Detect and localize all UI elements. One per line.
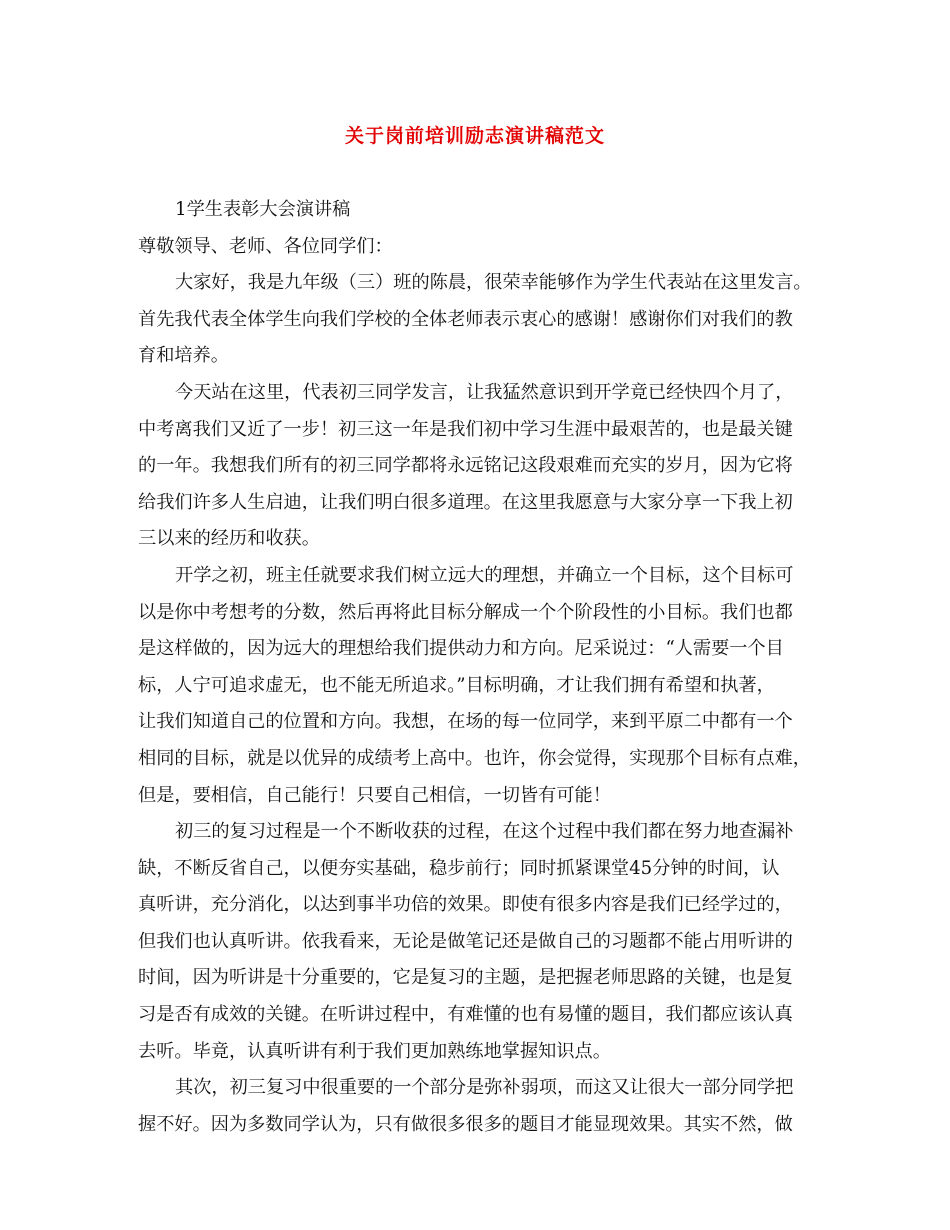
text-line: 但我们也认真听讲。依我看来，无论是做笔记还是做自己的习题都不能占用听讲的 — [138, 930, 793, 952]
text-line: 其次，初三复习中很重要的一个部分是弥补弱项，而这又让很大一部分同学把 — [175, 1077, 794, 1099]
text-line: 1学生表彰大会演讲稿 — [175, 199, 351, 220]
document-body — [138, 192, 818, 1143]
text-line: 去听。毕竟，认真听讲有利于我们更加熟练地掌握知识点。 — [138, 1040, 611, 1062]
text-line: 的一年。我想我们所有的初三同学都将永远铭记这段艰难而充实的岁月，因为它将 — [138, 455, 793, 477]
text-line: 缺，不断反省自己，以便夯实基础，稳步前行；同时抓紧课堂45分钟的时间，认 — [138, 857, 780, 879]
text-line: 初三的复习过程是一个不断收获的过程，在这个过程中我们都在努力地查漏补 — [175, 821, 794, 843]
text-line: 中考离我们又近了一步！初三这一年是我们初中学习生涯中最艰苦的，也是最关键 — [138, 418, 793, 440]
text-line: 给我们许多人生启迪，让我们明白很多道理。在这里我愿意与大家分享一下我上初 — [138, 491, 793, 513]
text-line: 真听讲，充分消化，以达到事半功倍的效果。即使有很多内容是我们已经学过的， — [138, 894, 793, 916]
text-line: 但是，要相信，自己能行！只要自己相信，一切皆有可能！ — [138, 784, 611, 806]
text-line: 相同的目标，就是以优异的成绩考上高中。也许，你会觉得，实现那个目标有点难， — [138, 747, 811, 769]
text-line: 习是否有成效的关键。在听讲过程中，有难懂的也有易懂的题目，我们都应该认真 — [138, 1004, 793, 1026]
text-line: 让我们知道自己的位置和方向。我想，在场的每一位同学，来到平原二中都有一个 — [138, 711, 793, 733]
text-line: 三以来的经历和收获。 — [138, 528, 320, 550]
text-line: 开学之初，班主任就要求我们树立远大的理想，并确立一个目标，这个目标可 — [175, 564, 794, 586]
text-line: 大家好，我是九年级（三）班的陈晨，很荣幸能够作为学生代表站在这里发言。 — [175, 272, 812, 294]
text-line: 首先我代表全体学生向我们学校的全体老师表示衷心的感谢！感谢你们对我们的教 — [138, 308, 793, 330]
text-line: 育和培养。 — [138, 345, 229, 367]
document-title: 关于岗前培训励志演讲稿范文 — [344, 125, 605, 147]
text-line: 今天站在这里，代表初三同学发言，让我猛然意识到开学竟已经快四个月了， — [175, 381, 794, 403]
text-line: 是这样做的，因为远大的理想给我们提供动力和方向。尼采说过：“人需要一个目 — [138, 638, 784, 660]
text-line: 以是你中考想考的分数，然后再将此目标分解成一个个阶段性的小目标。我们也都 — [138, 601, 793, 623]
text-line: 标，人宁可追求虚无，也不能无所追求。”目标明确，才让我们拥有希望和执著， — [138, 674, 775, 696]
text-line: 时间，因为听讲是十分重要的，它是复习的主题，是把握老师思路的关键，也是复 — [138, 967, 793, 989]
text-line: 握不好。因为多数同学认为，只有做很多很多的题目才能显现效果。其实不然，做 — [138, 1113, 793, 1135]
text-line: 尊敬领导、老师、各位同学们： — [138, 235, 393, 257]
